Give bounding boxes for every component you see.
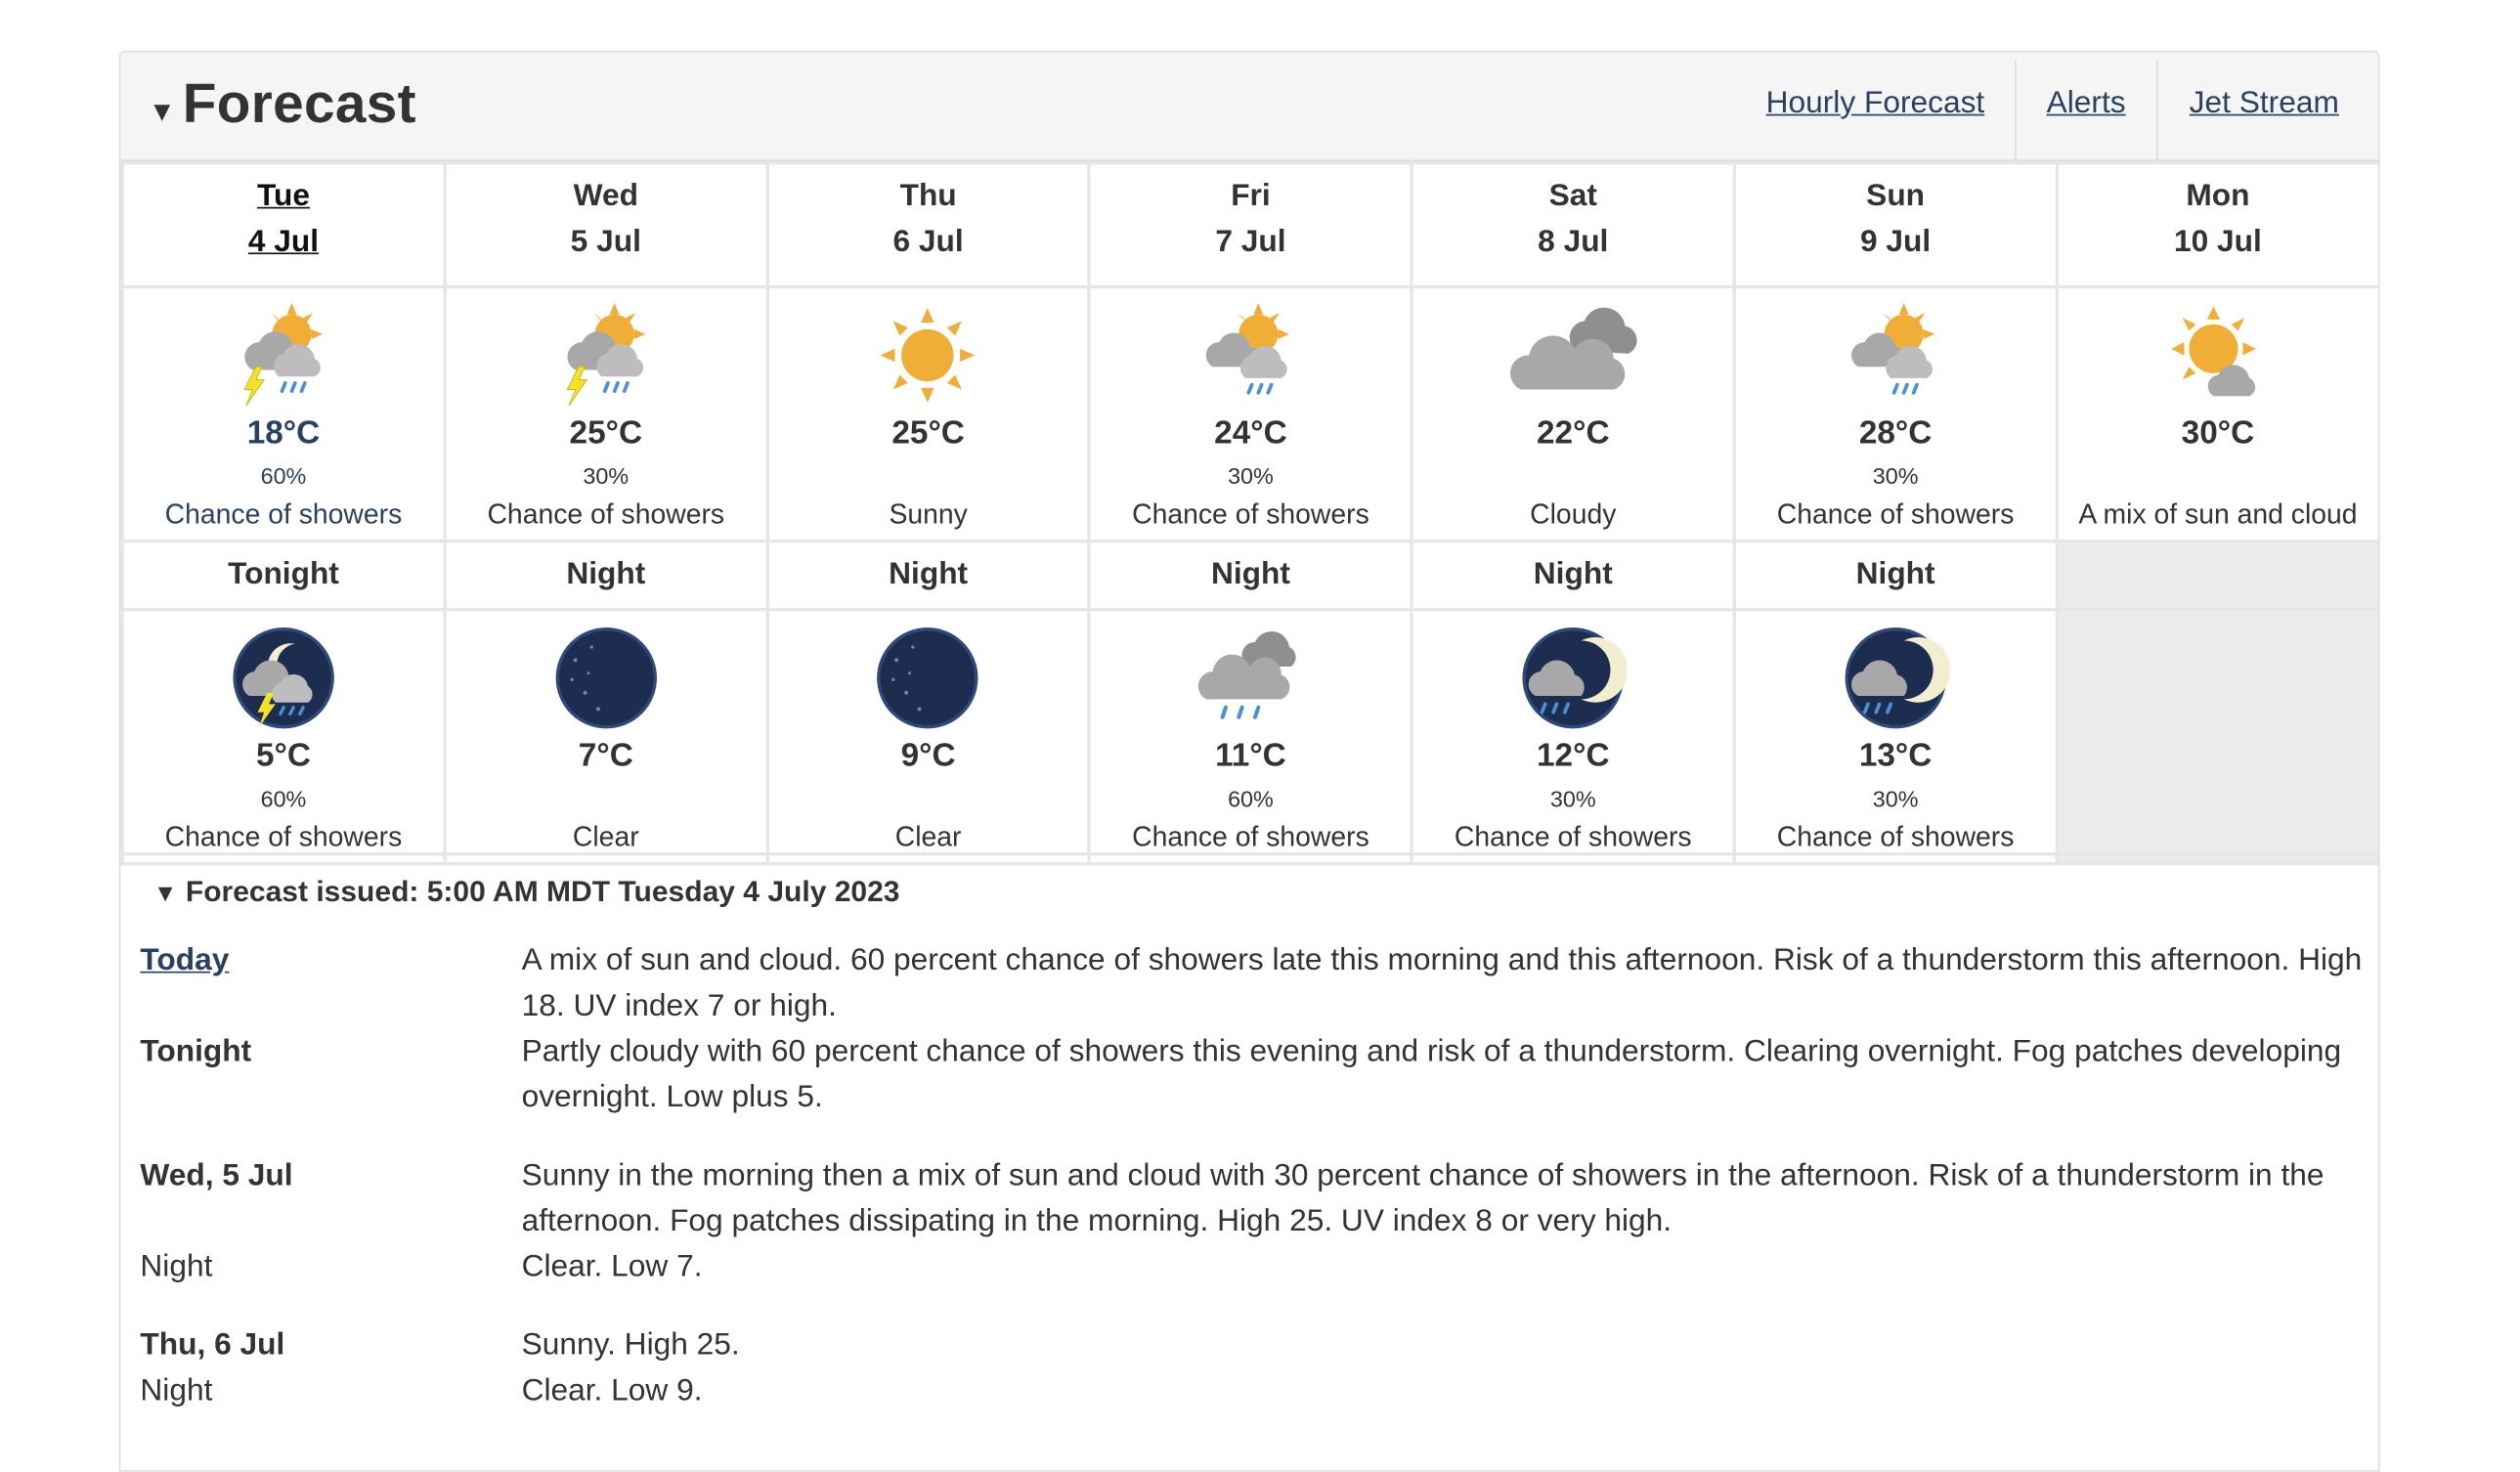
sun-cloud-rain-icon [1842, 301, 1949, 409]
day-header [1412, 163, 1734, 287]
precip-chance [2059, 461, 2377, 491]
forecast-temp: 12°C [1537, 738, 1610, 775]
precip-chance [768, 461, 1087, 491]
detail-text: Sunny in the morning then a mix of sun and cloud with 30 percent chance of showers in the afternoon. Risk of a thunderstorm in the afternoon. Fog patches dissipating in the morning. High 25. UV index 8 or very high. [521, 1158, 2324, 1239]
day-header [1734, 163, 2057, 287]
collapse-triangle-icon[interactable]: ▼ [152, 880, 178, 908]
day-date: 6 Jul [892, 225, 964, 260]
precip-chance: 30% [583, 462, 630, 490]
today-link[interactable]: Today [140, 943, 230, 978]
day-forecast-row [122, 286, 2379, 541]
forecast-condition: Chance of showers [487, 498, 725, 530]
night-header: Night [767, 541, 1090, 610]
detail-label: Night [140, 1249, 213, 1284]
forecast-temp: 7°C [578, 738, 633, 775]
day-name: Sat [1548, 179, 1597, 214]
forecast-condition: Sunny [889, 498, 968, 530]
detail-label: Night [140, 1373, 213, 1408]
cloud-rain-icon [1196, 625, 1304, 732]
moon-icon [875, 625, 982, 732]
day-name: Wed [573, 179, 638, 214]
detail-text: Partly cloudy with 60 percent chance of showers this evening and risk of a thunderstorm. Clearing overnight. Fog patches developing overnight. Low plus 5. [521, 1034, 2342, 1115]
precip-chance: 60% [260, 785, 307, 812]
day-date: 9 Jul [1859, 225, 1932, 260]
forecast-panel [119, 51, 2380, 1472]
moon-cloud-rain-icon [1519, 625, 1627, 732]
forecast-temp: 9°C [900, 738, 956, 775]
precip-chance: 30% [1549, 785, 1596, 812]
detail-label: Thu, 6 Jul [140, 1328, 285, 1364]
night-forecast-cell [1412, 610, 1734, 864]
forecast-condition: Chance of showers [164, 498, 403, 530]
forecast-condition: Clear [572, 821, 639, 853]
day-forecast-cell [1734, 286, 2057, 541]
night-forecast-cell [122, 610, 445, 864]
jet-stream-link[interactable]: Jet Stream [2156, 61, 2378, 160]
precip-chance [1413, 461, 1732, 491]
sun-cloud-thunder-rain-icon [552, 301, 660, 409]
forecast-grid [120, 161, 2379, 865]
forecast-condition: Chance of showers [1454, 821, 1692, 853]
detail-label: Tonight [140, 1034, 252, 1069]
forecast-header [120, 52, 2377, 161]
precip-chance: 30% [1228, 462, 1274, 490]
night-forecast-cell [1090, 610, 1412, 864]
day-header-row [122, 163, 2379, 287]
forecast-condition: Chance of showers [164, 821, 403, 853]
day-name: Tue [256, 179, 310, 214]
precip-chance: 30% [1872, 785, 1919, 812]
forecast-temp: 18°C [246, 415, 321, 452]
forecast-condition: Cloudy [1530, 498, 1617, 530]
sun-cloud-rain-icon [1196, 301, 1304, 409]
forecast-issued-text: Forecast issued: 5:00 AM MDT Tuesday 4 July 2023 [185, 875, 900, 908]
forecast-issued-toggle[interactable] [153, 875, 900, 909]
night-header: Night [445, 541, 767, 610]
collapse-caret-icon[interactable]: ▼ [148, 96, 177, 128]
hourly-forecast-link[interactable]: Hourly Forecast [1765, 86, 1985, 121]
forecast-temp: 30°C [2181, 415, 2255, 452]
forecast-temp: 11°C [1215, 738, 1286, 775]
precip-chance [447, 784, 765, 813]
day-name: Mon [2186, 179, 2250, 214]
day-header[interactable] [122, 163, 445, 287]
forecast-condition: Chance of showers [1132, 821, 1369, 853]
moon-icon [552, 625, 660, 732]
precip-chance [768, 784, 1087, 813]
forecast-temp: 28°C [1858, 415, 1933, 452]
forecast-title-text: Forecast [182, 73, 416, 136]
forecast-temp: 22°C [1537, 415, 1610, 452]
day-forecast-cell [1412, 286, 1734, 541]
night-forecast-cell [445, 610, 767, 864]
sun-cloud-thunder-rain-icon [230, 301, 337, 409]
detail-text: Clear. Low 7. [521, 1249, 703, 1284]
cloud-icon [1508, 301, 1638, 409]
night-header: Night [1090, 541, 1412, 610]
day-date: 4 Jul [247, 225, 320, 260]
day-header [2057, 163, 2379, 287]
precip-chance: 30% [1872, 462, 1919, 490]
detail-text: Clear. Low 9. [521, 1373, 703, 1408]
day-forecast-cell [122, 286, 445, 541]
day-header [767, 163, 1090, 287]
forecast-condition: A mix of sun and cloud [2078, 498, 2358, 530]
day-date: 5 Jul [570, 225, 641, 260]
night-header-row [122, 541, 2379, 610]
day-forecast-cell [767, 286, 1090, 541]
day-date: 8 Jul [1538, 225, 1609, 260]
sun-cloud-icon [2164, 301, 2272, 409]
forecast-title[interactable] [149, 73, 416, 137]
forecast-condition: Chance of showers [1132, 498, 1369, 530]
detailed-forecast [120, 852, 2377, 1408]
forecast-temp: 25°C [891, 415, 965, 452]
empty-cell [2057, 610, 2379, 864]
header-links [1735, 61, 2378, 160]
sun-icon [875, 301, 982, 409]
moon-cloud-thunder-rain-icon [230, 625, 337, 732]
day-header [1090, 163, 1412, 287]
day-forecast-cell [1090, 286, 1412, 541]
precip-chance: 60% [1228, 785, 1274, 812]
night-header: Night [1412, 541, 1734, 610]
forecast-temp: 24°C [1214, 415, 1287, 452]
day-date: 10 Jul [2174, 225, 2262, 260]
forecast-temp: 25°C [569, 415, 643, 452]
day-forecast-cell [2057, 286, 2379, 541]
day-header [445, 163, 767, 287]
night-forecast-cell [767, 610, 1090, 864]
moon-cloud-rain-icon [1842, 625, 1949, 732]
forecast-condition: Clear [894, 821, 962, 853]
night-forecast-row [122, 610, 2379, 864]
detail-text: A mix of sun and cloud. 60 percent chance of showers late this morning and this afternoon. Risk of a thunderstorm this afternoon. High 18. UV index 7 or high. [521, 943, 2363, 1024]
forecast-condition: Chance of showers [1776, 498, 2015, 530]
day-name: Sun [1866, 179, 1926, 214]
precip-chance: 60% [260, 462, 307, 490]
day-name: Fri [1231, 179, 1271, 214]
forecast-temp: 5°C [255, 738, 311, 775]
night-header: Tonight [122, 541, 445, 610]
night-forecast-cell [1734, 610, 2057, 864]
detail-text: Sunny. High 25. [521, 1328, 740, 1364]
day-date: 7 Jul [1215, 225, 1286, 260]
detail-label: Wed, 5 Jul [140, 1158, 293, 1193]
day-name: Thu [899, 179, 957, 214]
forecast-temp: 13°C [1858, 738, 1933, 775]
forecast-condition: Chance of showers [1776, 821, 2015, 853]
empty-cell [2057, 541, 2379, 610]
night-header: Night [1734, 541, 2057, 610]
day-forecast-cell [445, 286, 767, 541]
alerts-link[interactable]: Alerts [2014, 61, 2156, 160]
